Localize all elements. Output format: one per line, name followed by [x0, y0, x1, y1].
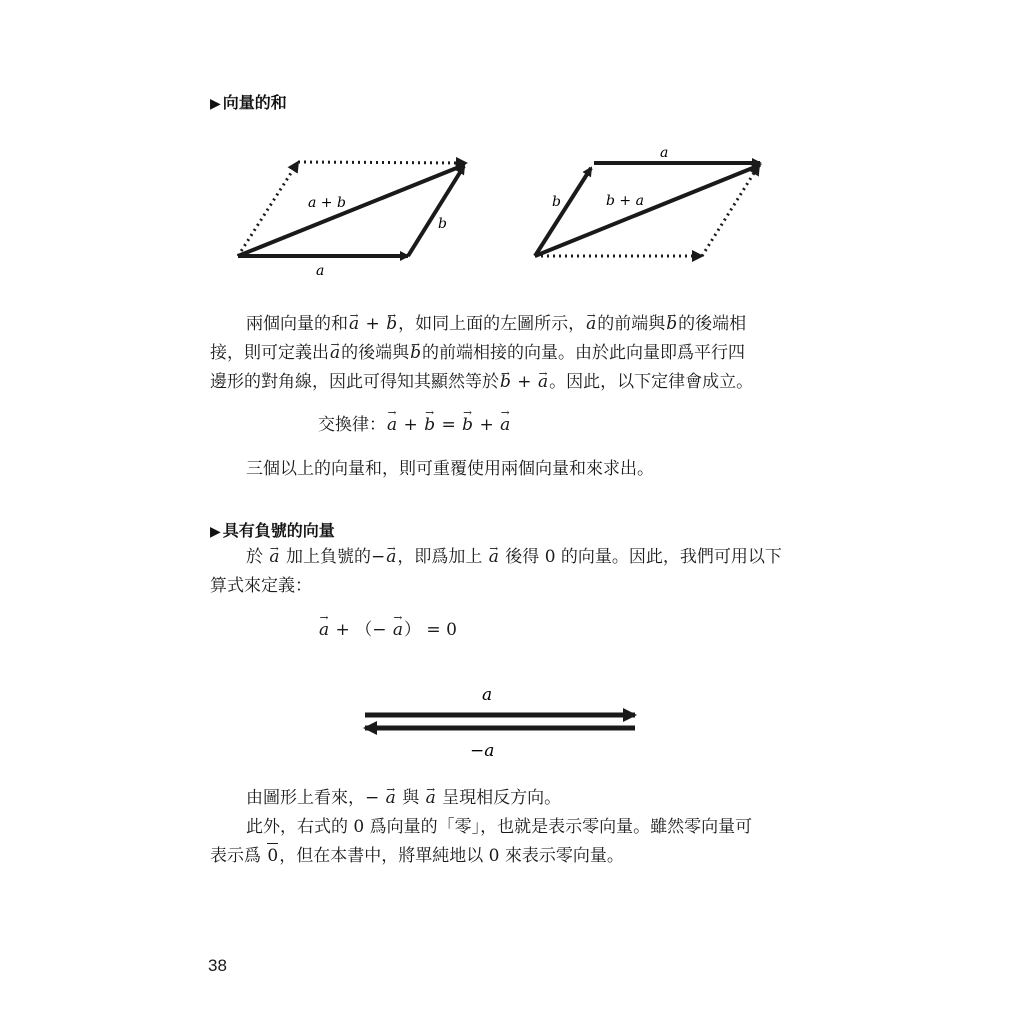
- para-line: 接，則可定義出→ a的後端與→ b的前端相接的向量。由於此向量即爲平行四: [210, 339, 810, 368]
- para-line: 由圖形上看來，− → a 與 → a 呈現相反方向。: [210, 784, 810, 813]
- right-parallelogram: [535, 145, 760, 256]
- vector-sum-diagrams: [0, 0, 1024, 300]
- label-a-plus-b: a + b: [308, 195, 346, 211]
- heading-marker-icon: ▶: [210, 524, 221, 540]
- label-b-right: b: [552, 194, 561, 210]
- para-line: 兩個向量的和→ a + → b，如同上面的左圖所示，→ a的前端與→ b的後端相: [210, 310, 810, 339]
- heading-text: 具有負號的向量: [222, 521, 335, 540]
- dotted-a-edge: [298, 162, 466, 163]
- heading-text: 向量的和: [222, 93, 287, 112]
- label-a-right: a: [660, 145, 669, 161]
- paragraph-negative-vector: [210, 543, 810, 601]
- paragraph-vector-sum: [210, 310, 810, 397]
- label-a: a: [316, 263, 325, 279]
- vector-b-arrow: [408, 166, 464, 256]
- left-parallelogram: [238, 162, 466, 279]
- para-line: 表示爲 0，但在本書中，將單純地以 0 來表示零向量。: [210, 842, 810, 871]
- paragraph-opposite-direction: [210, 784, 810, 871]
- opposite-vectors-diagram: [0, 670, 1024, 790]
- para-line: 於 → a 加上負號的−→ a，即爲加上 → a 後得 0 的向量。因此，我們可用以下: [210, 543, 810, 572]
- heading-marker-icon: ▶: [210, 96, 221, 112]
- commutative-law: 交換律：→ a + → b = → b + → a: [318, 410, 511, 435]
- negative-vector-formula: → a + （− → a） = 0: [318, 615, 457, 640]
- vector-sum-arrow-right: [535, 165, 760, 256]
- label-b: b: [438, 216, 447, 232]
- label-b-plus-a: b + a: [606, 193, 644, 209]
- vector-sum-arrow: [238, 165, 464, 256]
- page-number: 38: [208, 956, 227, 975]
- label-a-top: a: [482, 685, 493, 705]
- label-neg-a-bottom: −a: [470, 741, 495, 761]
- para-line: 邊形的對角線，因此可得知其顯然等於→ b + → a。因此，以下定律會成立。: [210, 368, 810, 397]
- para-line: 此外，右式的 0 爲向量的「零」，也就是表示零向量。雖然零向量可: [246, 817, 753, 837]
- paragraph-multiple-sum: 三個以上的向量和，則可重覆使用兩個向量和來求出。: [246, 459, 654, 479]
- para-line: 算式來定義：: [210, 576, 312, 596]
